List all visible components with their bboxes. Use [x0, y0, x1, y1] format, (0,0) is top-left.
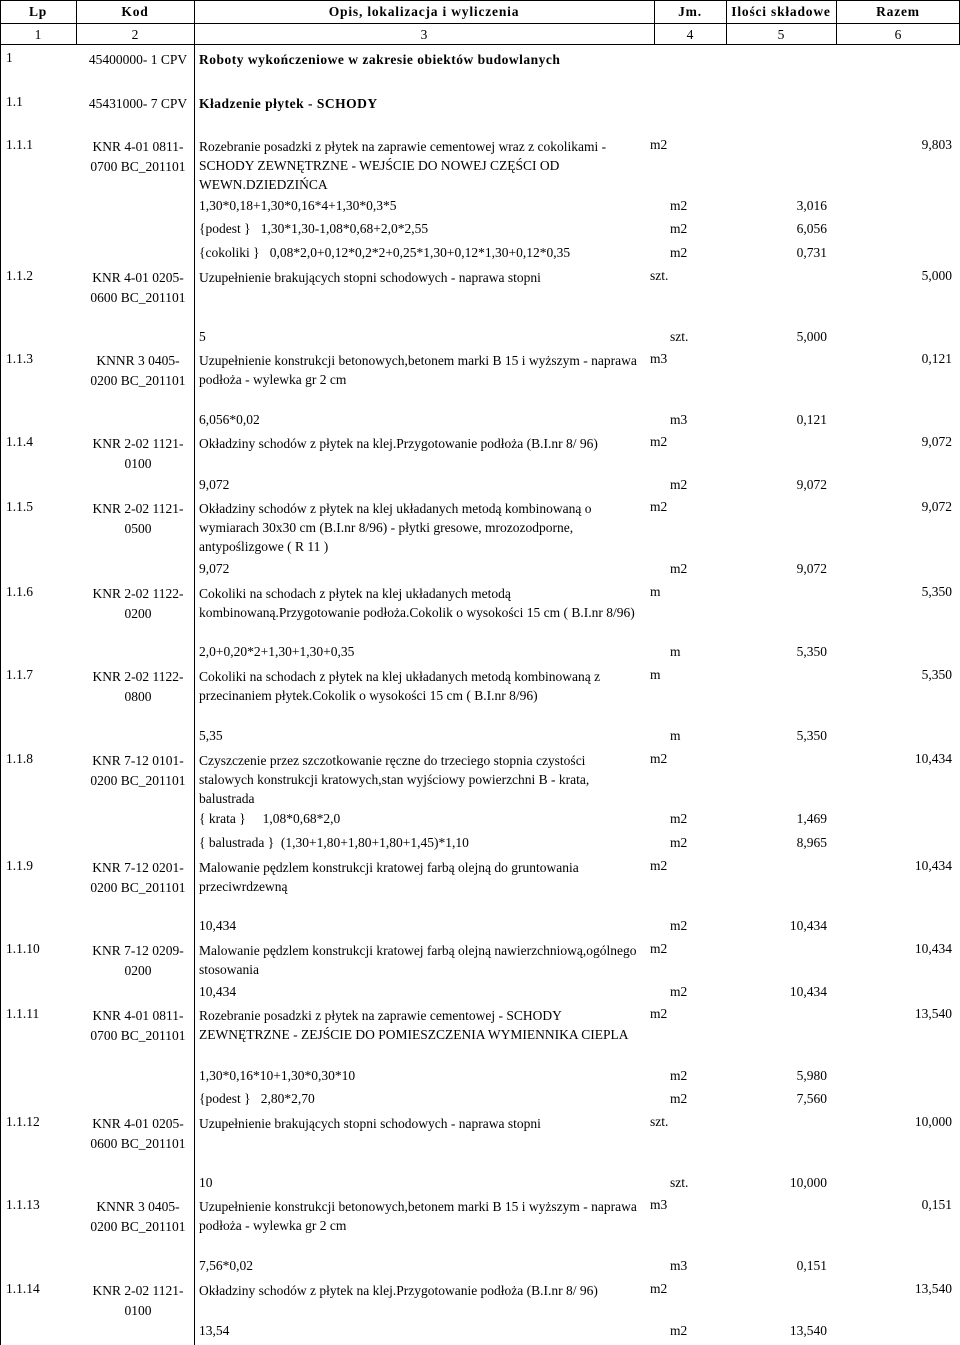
row-lp: 1.1 — [6, 94, 23, 109]
calc-expr: {podest } 1,30*1,30-1,08*0,68+2,0*2,55 — [199, 221, 429, 236]
header-jm: Jm. — [678, 4, 702, 19]
row-lp: 1.1.11 — [6, 1006, 40, 1021]
calc-jm: m2 — [670, 835, 688, 850]
row-razem: 0,151 — [921, 1197, 952, 1212]
header-num-6: 6 — [894, 27, 902, 42]
calc-ilosc: 0,151 — [796, 1258, 827, 1273]
calc-jm: m — [670, 728, 681, 743]
row-jm: m — [650, 667, 661, 682]
row-kod: 45400000- 1 CPV — [88, 52, 188, 67]
header-num-5: 5 — [777, 27, 785, 42]
calc-expr: {cokoliki } 0,08*2,0+0,12*0,2*2+0,25*1,30+0,12*1,30+0,12*0,35 — [199, 245, 571, 260]
row-jm: szt. — [650, 1114, 669, 1129]
row-lp: 1.1.8 — [6, 751, 33, 766]
row-lp: 1.1.14 — [6, 1281, 40, 1296]
calc-jm: m3 — [670, 1258, 688, 1273]
row-kod: KNR 2-02 1121-0100 — [92, 436, 184, 471]
calc-jm: m — [670, 644, 681, 659]
calc-ilosc: 1,469 — [796, 811, 827, 826]
calc-ilosc: 8,965 — [796, 835, 827, 850]
row-lp: 1.1.7 — [6, 667, 33, 682]
row-razem: 10,434 — [914, 858, 952, 873]
column-rule — [726, 0, 727, 45]
row-opis: Uzupełnienie brakujących stopni schodowych - naprawa stopni — [199, 270, 541, 285]
column-rule — [654, 0, 655, 45]
column-rule — [194, 0, 195, 1345]
calc-ilosc: 13,540 — [789, 1323, 827, 1338]
calc-expr: 7,56*0,02 — [199, 1258, 253, 1273]
row-lp: 1.1.12 — [6, 1114, 40, 1129]
row-kod: KNR 2-02 1121-0500 — [92, 501, 184, 536]
calc-expr: 5 — [199, 329, 206, 344]
row-opis: Okładziny schodów z płytek na klej.Przygotowanie podłoża (B.I.nr 8/ 96) — [199, 436, 598, 451]
row-jm: m2 — [650, 1281, 668, 1296]
row-jm: m2 — [650, 434, 668, 449]
calc-expr: 13,54 — [199, 1323, 230, 1338]
row-lp: 1.1.9 — [6, 858, 33, 873]
row-opis: Uzupełnienie konstrukcji betonowych,betonem marki B 15 i wyższym - naprawa podłoża - wylewka gr 2 cm — [199, 1199, 637, 1233]
calc-expr: { krata } 1,08*0,68*2,0 — [199, 811, 341, 826]
calc-ilosc: 5,350 — [796, 644, 827, 659]
row-razem: 9,072 — [921, 499, 952, 514]
row-opis: Uzupełnienie konstrukcji betonowych,betonem marki B 15 i wyższym - naprawa podłoża - wylewka gr 2 cm — [199, 353, 637, 387]
row-opis: Malowanie pędzlem konstrukcji kratowej farbą olejną nawierzchniową,ogólnego stosowania — [199, 943, 637, 977]
row-razem: 5,350 — [921, 667, 952, 682]
row-razem: 13,540 — [914, 1281, 952, 1296]
calc-ilosc: 5,000 — [796, 329, 827, 344]
header-kod: Kod — [121, 4, 149, 19]
header-num-1: 1 — [34, 27, 42, 42]
row-jm: m2 — [650, 1006, 668, 1021]
header-num-3: 3 — [420, 27, 428, 42]
calc-ilosc: 3,016 — [796, 198, 827, 213]
calc-ilosc: 9,072 — [796, 561, 827, 576]
calc-jm: m2 — [670, 1091, 688, 1106]
row-opis: Okładziny schodów z płytek na klej układanych metodą kombinowaną o wymiarach 30x30 cm (B.I.nr 8/96) - płytki gresowe, mrozozodporne, antypoślizgowe ( R 11 ) — [199, 501, 592, 554]
calc-expr: 1,30*0,16*10+1,30*0,30*10 — [199, 1068, 356, 1083]
row-lp: 1.1.13 — [6, 1197, 40, 1212]
calc-ilosc: 0,731 — [796, 245, 827, 260]
row-kod: KNR 7-12 0209-0200 — [92, 943, 184, 978]
row-razem: 0,121 — [921, 351, 952, 366]
header-num-2: 2 — [131, 27, 139, 42]
row-kod: KNNR 3 0405- 0200 BC_201101 — [90, 353, 186, 388]
row-kod: KNR 2-02 1122-0200 — [92, 586, 184, 621]
header-num-4: 4 — [686, 27, 694, 42]
calc-ilosc: 9,072 — [796, 477, 827, 492]
row-razem: 10,000 — [914, 1114, 952, 1129]
column-rule — [76, 0, 77, 45]
calc-jm: m2 — [670, 198, 688, 213]
calc-jm: m2 — [670, 984, 688, 999]
row-kod: KNR 4-01 0205- 0600 BC_201101 — [90, 1116, 186, 1151]
row-opis: Roboty wykończeniowe w zakresie obiektów budowlanych — [199, 52, 561, 67]
row-lp: 1.1.4 — [6, 434, 33, 449]
row-jm: m2 — [650, 941, 668, 956]
row-opis: Malowanie pędzlem konstrukcji kratowej farbą olejną do gruntowania przeciwrdzewną — [199, 860, 579, 894]
calc-jm: m2 — [670, 477, 688, 492]
row-kod: KNR 7-12 0101- 0200 BC_201101 — [90, 753, 186, 788]
header-razem: Razem — [876, 4, 920, 19]
row-razem: 5,000 — [921, 268, 952, 283]
calc-expr: 1,30*0,18+1,30*0,16*4+1,30*0,3*5 — [199, 198, 397, 213]
row-jm: m — [650, 584, 661, 599]
row-kod: KNR 2-02 1121-0100 — [92, 1283, 184, 1318]
row-lp: 1.1.2 — [6, 268, 33, 283]
row-opis: Cokoliki na schodach z płytek na klej układanych metodą kombinowaną z przecinaniem płytek.Cokolik o wysokości 15 cm ( B.I.nr 8/96) — [199, 669, 601, 703]
row-jm: m2 — [650, 499, 668, 514]
row-lp: 1.1.10 — [6, 941, 40, 956]
row-kod: 45431000- 7 CPV — [88, 96, 188, 111]
header-lp: Lp — [28, 4, 48, 19]
row-jm: m2 — [650, 858, 668, 873]
calc-expr: 6,056*0,02 — [199, 412, 260, 427]
header-ilosci: Ilości składowe — [731, 4, 831, 19]
row-opis: Cokoliki na schodach z płytek na klej układanych metodą kombinowaną.Przygotowanie podłoża.Cokolik o wysokości 15 cm ( B.I.nr 8/96) — [199, 586, 635, 620]
calc-ilosc: 10,434 — [789, 918, 827, 933]
calc-expr: 9,072 — [199, 477, 230, 492]
row-kod: KNR 2-02 1122-0800 — [92, 669, 184, 704]
calc-jm: m2 — [670, 1323, 688, 1338]
calc-ilosc: 5,350 — [796, 728, 827, 743]
calc-expr: 10,434 — [199, 918, 237, 933]
row-razem: 13,540 — [914, 1006, 952, 1021]
calc-ilosc: 5,980 — [796, 1068, 827, 1083]
row-opis: Kładzenie płytek - SCHODY — [199, 96, 378, 111]
column-rule — [0, 0, 1, 1345]
calc-expr: 10 — [199, 1175, 213, 1190]
calc-jm: m2 — [670, 245, 688, 260]
calc-expr: {podest } 2,80*2,70 — [199, 1091, 315, 1106]
row-kod: KNNR 3 0405- 0200 BC_201101 — [90, 1199, 186, 1234]
row-kod: KNR 7-12 0201- 0200 BC_201101 — [90, 860, 186, 895]
calc-jm: m2 — [670, 561, 688, 576]
row-jm: m3 — [650, 1197, 668, 1212]
calc-expr: 9,072 — [199, 561, 230, 576]
row-kod: KNR 4-01 0811- 0700 BC_201101 — [90, 1008, 186, 1043]
row-razem: 5,350 — [921, 584, 952, 599]
header-opis: Opis, lokalizacja i wyliczenia — [328, 4, 520, 19]
row-lp: 1.1.3 — [6, 351, 33, 366]
calc-expr: 2,0+0,20*2+1,30+1,30+0,35 — [199, 644, 355, 659]
row-jm: m3 — [650, 351, 668, 366]
row-razem: 10,434 — [914, 941, 952, 956]
calc-expr: { balustrada } (1,30+1,80+1,80+1,80+1,45)*1,10 — [199, 835, 469, 850]
calc-jm: szt. — [670, 329, 689, 344]
row-opis: Okładziny schodów z płytek na klej.Przygotowanie podłoża (B.I.nr 8/ 96) — [199, 1283, 598, 1298]
row-opis: Czyszczenie przez szczotkowanie ręczne do trzeciego stopnia czystości stalowych konstrukcji kratowych,stan wyjściowy powierzchni B - krata, balustrada — [199, 753, 590, 806]
row-opis: Rozebranie posadzki z płytek na zaprawie cementowej - SCHODY ZEWNĘTRZNE - ZEJŚCIE DO POMIESZCZENIA WYMIENNIKA CIEPLA — [199, 1008, 629, 1042]
calc-ilosc: 6,056 — [796, 221, 827, 236]
calc-expr: 5,35 — [199, 728, 223, 743]
calc-ilosc: 7,560 — [796, 1091, 827, 1106]
row-razem: 9,072 — [921, 434, 952, 449]
calc-jm: m2 — [670, 811, 688, 826]
row-razem: 10,434 — [914, 751, 952, 766]
calc-jm: m2 — [670, 221, 688, 236]
calc-ilosc: 0,121 — [796, 412, 827, 427]
calc-jm: m2 — [670, 918, 688, 933]
row-lp: 1 — [6, 50, 13, 65]
row-kod: KNR 4-01 0811- 0700 BC_201101 — [90, 139, 186, 174]
calc-jm: m2 — [670, 1068, 688, 1083]
row-jm: szt. — [650, 268, 669, 283]
calc-ilosc: 10,434 — [789, 984, 827, 999]
row-razem: 9,803 — [921, 137, 952, 152]
column-rule — [836, 0, 837, 45]
calc-jm: m3 — [670, 412, 688, 427]
calc-expr: 10,434 — [199, 984, 237, 999]
row-opis: Rozebranie posadzki z płytek na zaprawie cementowej wraz z cokolikami - SCHODY ZEWNĘTRZNE - WEJŚCIE DO NOWEJ CZĘŚCI OD WEWN.DZIEDZIŃCA — [199, 139, 607, 192]
row-jm: m2 — [650, 137, 668, 152]
row-opis: Uzupełnienie brakujących stopni schodowych - naprawa stopni — [199, 1116, 541, 1131]
calc-ilosc: 10,000 — [789, 1175, 827, 1190]
row-lp: 1.1.1 — [6, 137, 33, 152]
calc-jm: szt. — [670, 1175, 689, 1190]
table-header — [0, 0, 960, 45]
row-lp: 1.1.5 — [6, 499, 33, 514]
row-kod: KNR 4-01 0205- 0600 BC_201101 — [90, 270, 186, 305]
row-lp: 1.1.6 — [6, 584, 33, 599]
row-jm: m2 — [650, 751, 668, 766]
